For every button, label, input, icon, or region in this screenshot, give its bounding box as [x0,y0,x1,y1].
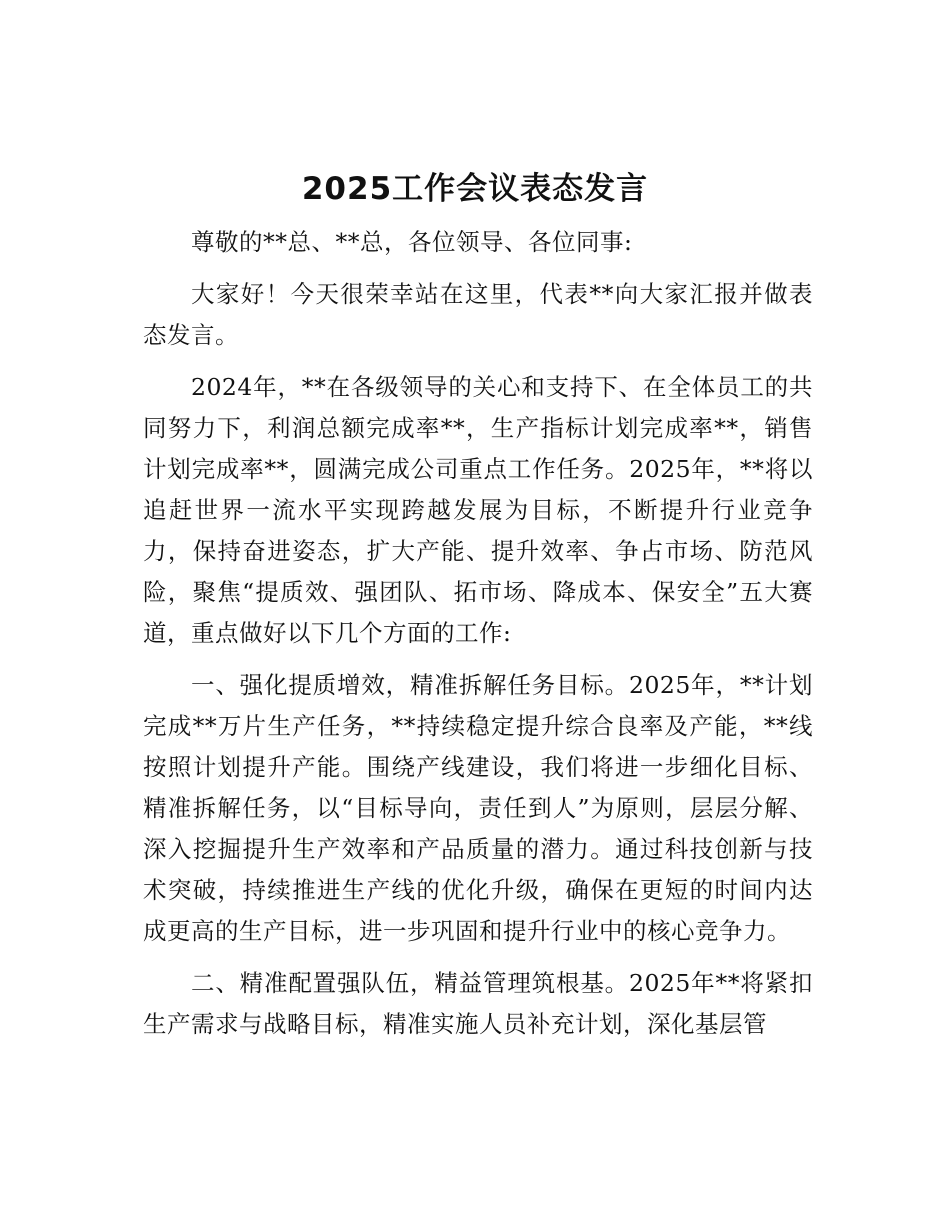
section-one-paragraph: 一、强化提质增效，精准拆解任务目标。2025年，**计划完成**万片生产任务，**持续稳定提升综合良率及产能，**线按照计划提升产能。围绕产线建设，我们将进一步细化目标、精准拆解任务，以“目标导向，责任到人”为原则，层层分解、深入挖掘提升生产效率和产品质量的潜力。通过科技创新与技术突破，持续推进生产线的优化升级，确保在更短的时间内达成更高的生产目标，进一步巩固和提升行业中的核心竞争力。 [143,671,813,945]
greeting-paragraph: 大家好！今天很荣幸站在这里，代表**向大家汇报并做表态发言。 [143,280,813,349]
document-body [143,222,813,1056]
document-title: 2025工作会议表态发言 [301,171,649,207]
summary-paragraph: 2024年，**在各级领导的关心和支持下、在全体员工的共同努力下，利润总额完成率**，生产指标计划完成率**，销售计划完成率**，圆满完成公司重点工作任务。2025年，**将以追赶世界一流水平实现跨越发展为目标，不断提升行业竞争力，保持奋进姿态，扩大产能、提升效率、争占市场、防范风险，聚焦“提质效、强团队、拓市场、降成本、保安全”五大赛道，重点做好以下几个方面的工作: [143,373,813,647]
salutation-paragraph: 尊敬的**总、**总，各位领导、各位同事: [191,228,633,256]
section-two-paragraph: 二、精准配置强队伍，精益管理筑根基。2025年**将紧扣生产需求与战略目标，精准实施人员补充计划，深化基层管 [143,969,813,1038]
